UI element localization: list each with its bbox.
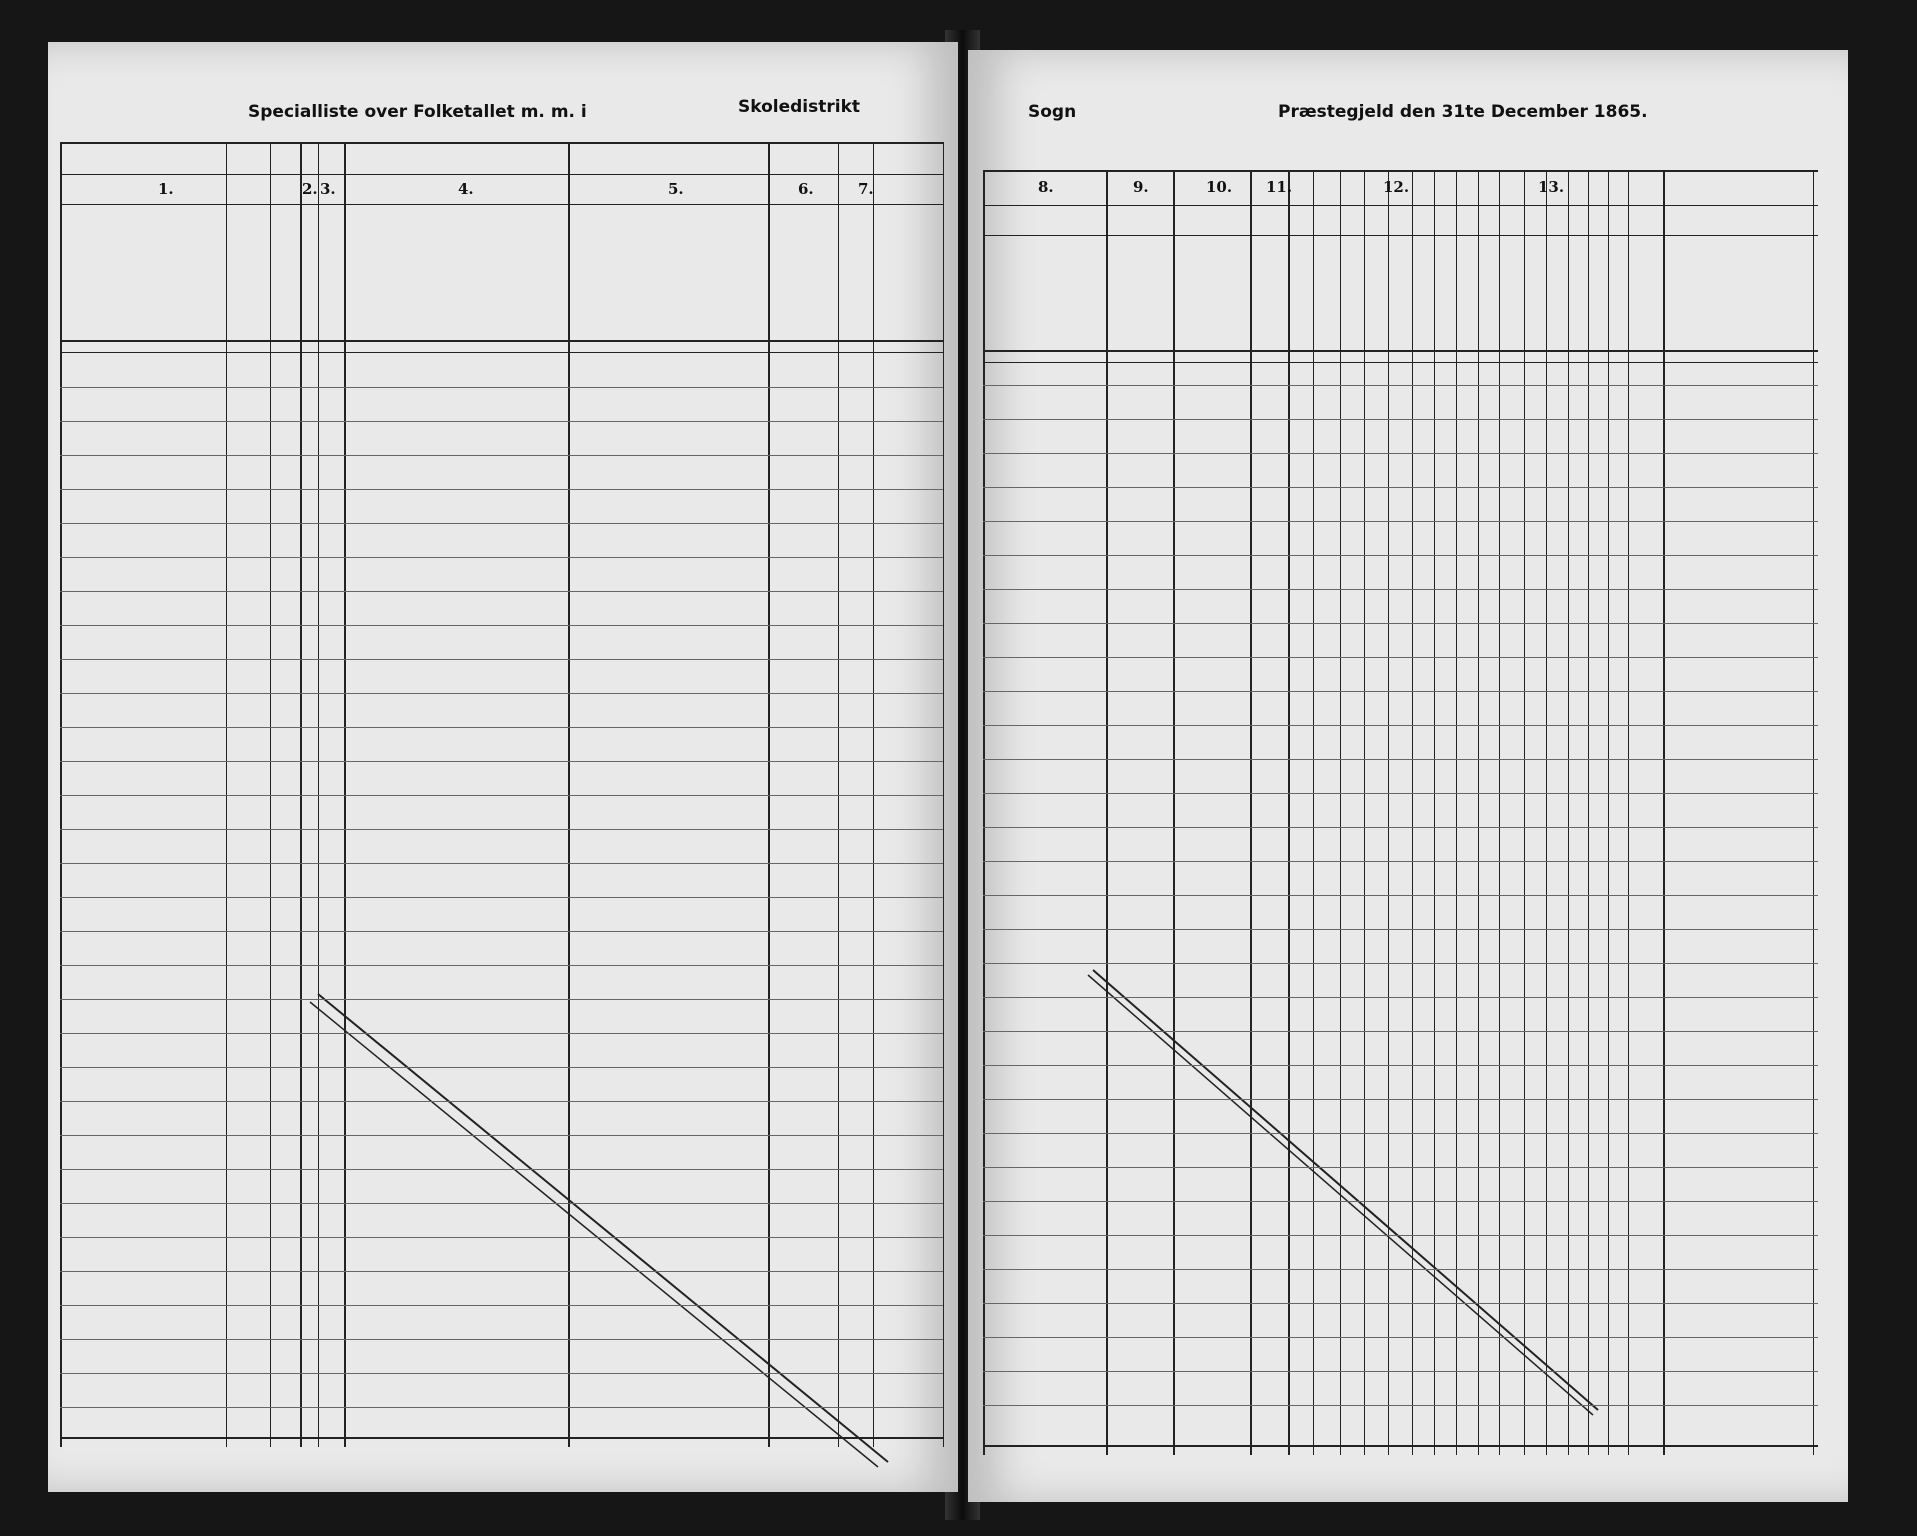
right-row-rule [983,827,1818,828]
left-strike-lines [48,42,958,1492]
right-row-rule [983,963,1818,964]
left-rule [943,142,944,1447]
left-row-rule [60,897,943,898]
right-row-rule [983,1269,1818,1270]
left-row-rule [60,795,943,796]
right-col-number: 9. [1133,178,1149,196]
left-col-number: 4. [458,180,474,198]
left-row-rule [60,591,943,592]
right-col-number: 10. [1206,178,1233,196]
left-header-rule [60,352,943,353]
right-col-number: 11. [1266,178,1293,196]
left-col-number: 7. [858,180,874,198]
left-title: Specialliste over Folketallet m. m. i [248,102,587,122]
right-strike-lines [968,50,1848,1502]
right-row-rule [983,1337,1818,1338]
left-row-rule [60,1373,943,1374]
right-row-rule [983,453,1818,454]
left-col-number: 1. [158,180,174,198]
right-row-rule [983,623,1818,624]
right-row-rule [983,419,1818,420]
left-col-number: 6. [798,180,814,198]
right-row-rule [983,1405,1818,1406]
left-row-rule [60,523,943,524]
right-row-rule [983,385,1818,386]
left-row-rule [60,421,943,422]
right-header-rule [983,205,1818,206]
right-row-rule [983,487,1818,488]
left-row-rule [60,1407,943,1408]
left-header-rule [60,340,943,342]
right-row-rule [983,589,1818,590]
right-col-number: 8. [1038,178,1054,196]
left-row-rule [60,965,943,966]
right-row-rule [983,793,1818,794]
right-row-rule [983,1371,1818,1372]
right-row-rule [983,1303,1818,1304]
left-row-rule [60,1067,943,1068]
left-row-rule [60,1305,943,1306]
right-title: Præstegjeld den 31te December 1865. [1278,102,1648,122]
left-row-rule [60,1101,943,1102]
right-row-rule [983,1031,1818,1032]
right-row-rule [983,997,1818,998]
left-header-rule [60,174,943,175]
left-row-rule [60,557,943,558]
left-row-rule [60,1033,943,1034]
right-row-rule [983,1235,1818,1236]
left-total-rule [60,1437,943,1439]
right-row-rule [983,1201,1818,1202]
left-header-rule [60,204,943,205]
right-col-number: 12. [1383,178,1410,196]
right-title-sogn: Sogn [1028,102,1077,122]
right-row-rule [983,1133,1818,1134]
left-col-number: 2. [302,180,318,198]
right-row-rule [983,657,1818,658]
left-row-rule [60,489,943,490]
right-row-rule [983,1099,1818,1100]
right-row-rule [983,1167,1818,1168]
left-col-number: 5. [668,180,684,198]
right-col-number: 13. [1538,178,1565,196]
left-row-rule [60,1339,943,1340]
left-row-rule [60,387,943,388]
right-header-rule [983,235,1818,236]
left-row-rule [60,863,943,864]
left-row-rule [60,693,943,694]
left-row-rule [60,727,943,728]
left-row-rule [60,625,943,626]
left-row-rule [60,931,943,932]
right-page [968,50,1848,1502]
right-header-rule [983,350,1818,352]
right-total-rule [983,1445,1818,1447]
left-header-rule [60,142,943,144]
left-row-rule [60,1237,943,1238]
left-col-number: 3. [320,180,336,198]
right-header-rule [983,170,1818,172]
right-row-rule [983,691,1818,692]
right-row-rule [983,555,1818,556]
left-title-district: Skoledistrikt [738,97,861,117]
left-row-rule [60,829,943,830]
left-row-rule [60,761,943,762]
left-row-rule [60,659,943,660]
left-row-rule [60,1135,943,1136]
left-row-rule [60,1169,943,1170]
left-row-rule [60,999,943,1000]
right-row-rule [983,759,1818,760]
left-page [48,42,958,1492]
left-row-rule [60,455,943,456]
right-row-rule [983,861,1818,862]
right-header-rule [983,362,1818,363]
left-row-rule [60,1271,943,1272]
left-row-rule [60,1203,943,1204]
right-row-rule [983,1065,1818,1066]
right-row-rule [983,725,1818,726]
right-row-rule [983,929,1818,930]
right-row-rule [983,895,1818,896]
right-row-rule [983,521,1818,522]
